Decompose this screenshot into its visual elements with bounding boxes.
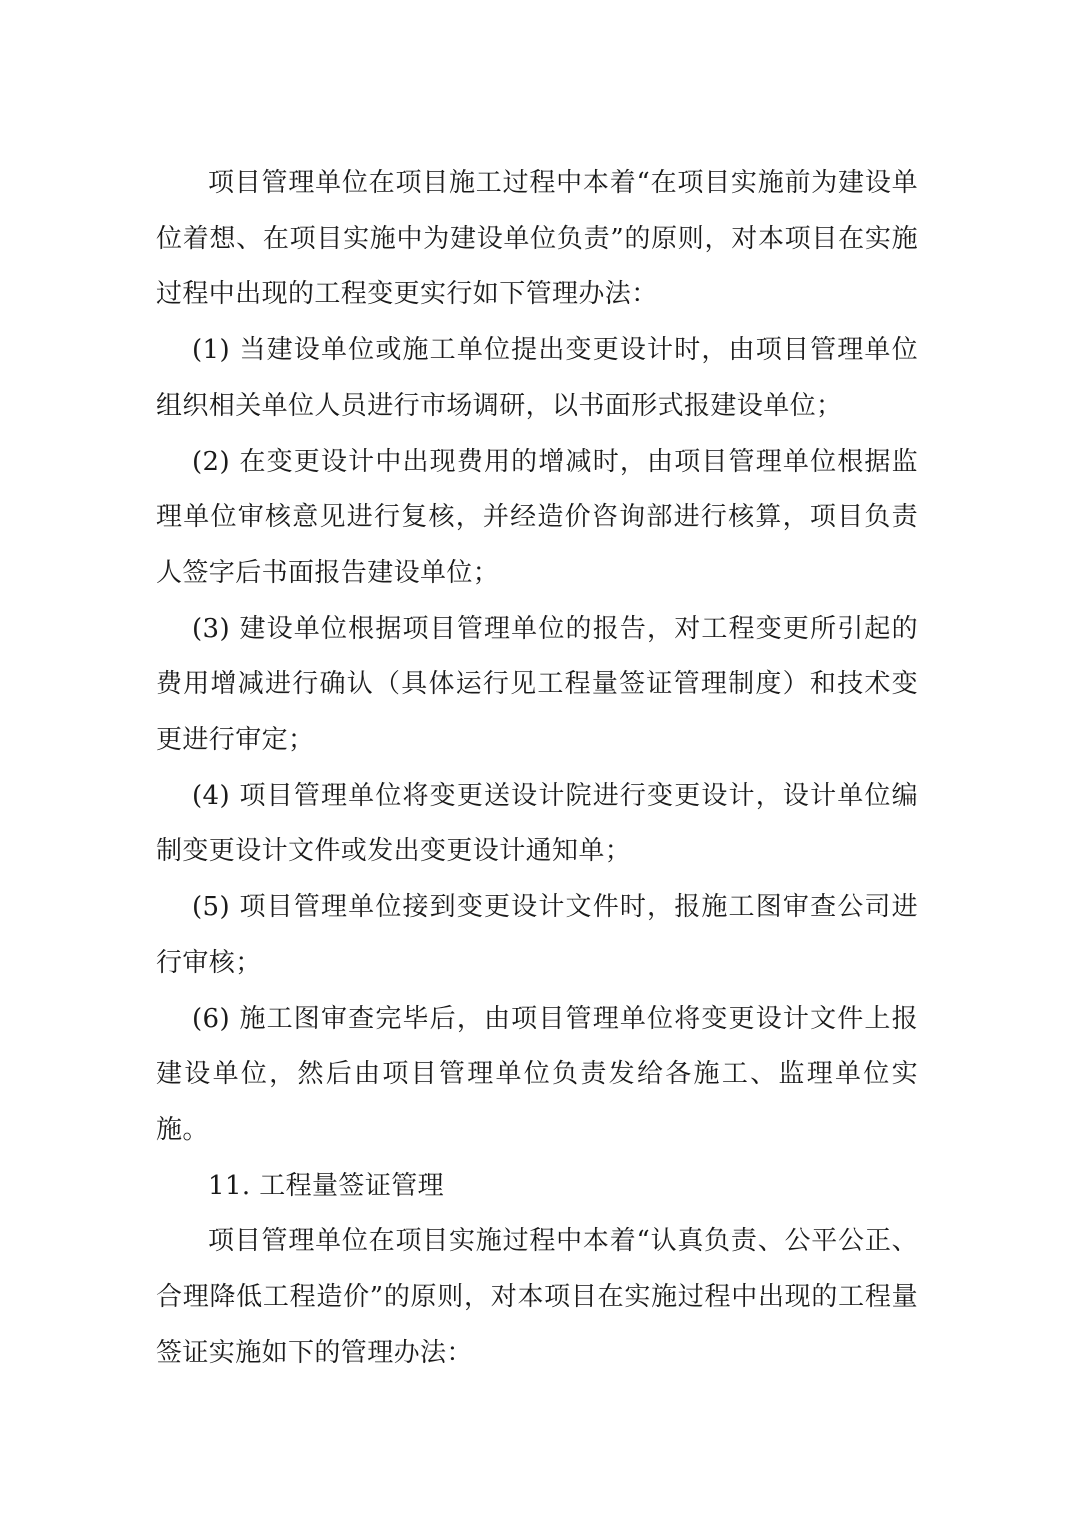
list-item-4: (4) 项目管理单位将变更送设计院进行变更设计，设计单位编制变更设计文件或发出变更设计通知单； xyxy=(156,780,918,867)
document-body xyxy=(156,156,918,1381)
intro-paragraph: 项目管理单位在项目施工过程中本着“在项目实施前为建设单位着想、在项目实施中为建设单位负责”的原则，对本项目在实施过程中出现的工程变更实行如下管理办法： xyxy=(156,168,918,310)
section-paragraph: 项目管理单位在项目实施过程中本着“认真负责、公平公正、合理降低工程造价”的原则，对本项目在实施过程中出现的工程量签证实施如下的管理办法： xyxy=(156,1226,918,1368)
section-heading: 11. 工程量签证管理 xyxy=(208,1170,445,1201)
list-item-1: (1) 当建设单位或施工单位提出变更设计时，由项目管理单位组织相关单位人员进行市场调研，以书面形式报建设单位； xyxy=(156,335,918,421)
list-item-3: (3) 建设单位根据项目管理单位的报告，对工程变更所引起的费用增减进行确认（具体运行见工程量签证管理制度）和技术变更进行审定； xyxy=(156,613,918,756)
list-item-6: (6) 施工图审查完毕后，由项目管理单位将变更设计文件上报建设单位，然后由项目管理单位负责发给各施工、监理单位实施。 xyxy=(156,1003,918,1145)
list-item-2: (2) 在变更设计中出现费用的增减时，由项目管理单位根据监理单位审核意见进行复核，并经造价咨询部进行核算，项目负责人签字后书面报告建设单位； xyxy=(156,446,918,588)
list-item-5: (5) 项目管理单位接到变更设计文件时，报施工图审查公司进行审核； xyxy=(156,892,918,978)
